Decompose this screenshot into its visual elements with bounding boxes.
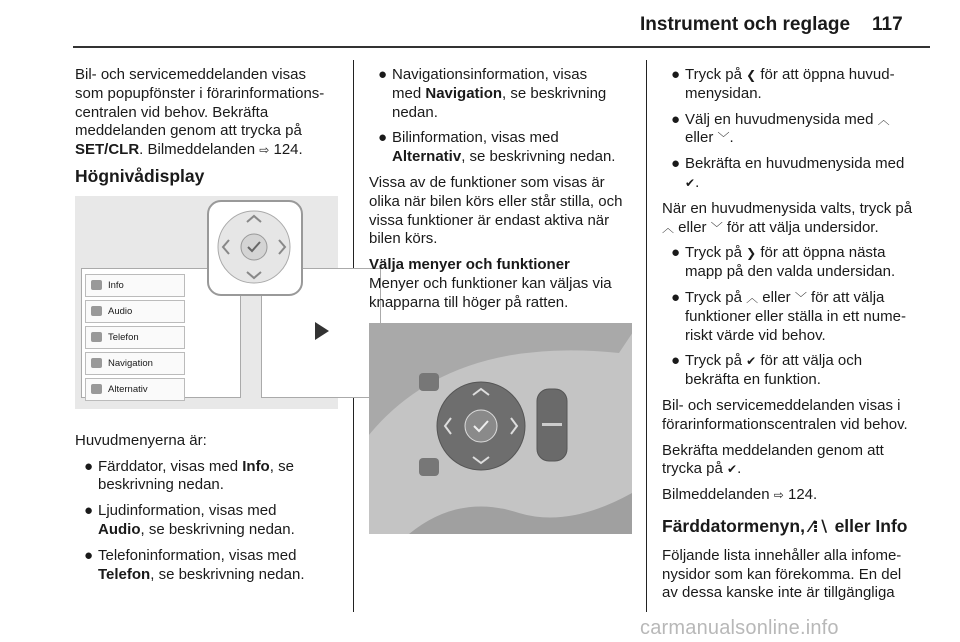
column-divider-2 [646,60,647,612]
chevron-right-icon: ❯ [746,246,757,261]
list-item: ● Tryck på ❮ för att öppna huvud- menysidan. [671,66,895,102]
display-figure [75,196,338,409]
paragraph: Bekräfta meddelanden genom att trycka på ✔. [662,441,884,478]
checkmark-icon: ✔ [746,354,757,369]
steering-wheel-figure [369,323,632,534]
paragraph: Menyer och funktioner kan väljas via knapparna till höger på ratten. [369,274,612,311]
paragraph: Bilmeddelanden ⇨ 124. [662,486,818,504]
subheading: Välja menyer och funktioner [369,256,570,274]
list-item: ● Tryck på ✔ för att välja och bekräfta en funktion. [671,352,863,389]
column-1 [75,66,347,591]
page-number: 117 [872,14,903,35]
page-title: Instrument och reglage [640,14,851,35]
list-item: ● Färddator, visas med Info, se beskrivning nedan. [84,457,294,494]
list-item: ● Telefoninformation, visas med Telefon, se beskrivning nedan. [84,546,305,583]
column-2 [369,66,639,534]
intro-paragraph: Bil- och servicemeddelanden visas som popupfönster i förarinformations- centralen vid behov. Bekräfta meddelanden genom att trycka på SET/CLR. Bilmeddelanden ⇨ 124. [75,66,325,159]
control-pad-icon [209,202,301,294]
column-3 [662,66,932,610]
display-menu-list [85,274,185,404]
chevron-left-icon: ❮ [746,68,757,82]
display-menu-item-audio: Audio [85,300,185,323]
heading-trip-computer: Färddatormenyn, ⁄⁝∖ eller Info [662,515,908,536]
list-item: ● Ljudinformation, visas med Audio, se beskrivning nedan. [84,502,295,538]
checkmark-icon: ✔ [727,462,738,477]
chevron-down-icon: ﹀ [794,290,807,305]
display-menu-item-info: Info [85,274,185,297]
paragraph: Bil- och servicemeddelanden visas i förarinformationscentralen vid behov. [662,396,908,433]
display-menu-item-alternativ: Alternativ [85,378,185,401]
header-divider [73,46,930,48]
menus-intro: Huvudmenyerna är: [75,431,207,449]
display-menu-item-telefon: Telefon [85,326,185,349]
chevron-down-icon: ﹀ [717,131,730,146]
paragraph: Vissa av de funktioner som visas är olika när bilen körs eller står stilla, och vissa funktioner är endast aktiva när bilen körs. [369,173,623,248]
list-item: ● Välj en huvudmenysida med ︿ eller ﹀. [671,110,890,147]
chevron-up-icon: ︿ [877,112,890,127]
chevron-up-icon: ︿ [746,290,759,305]
list-item: ● Tryck på ❯ för att öppna nästa mapp på den valda undersidan. [671,244,896,281]
watermark: carmanualsonline.info [640,617,839,639]
chevron-up-icon: ︿ [662,220,675,235]
display-menu-item-navigation: Navigation [85,352,185,375]
control-pad-inset [207,200,303,296]
list-item: ● Bilinformation, visas med Alternativ, se beskrivning nedan. [378,129,616,166]
checkmark-icon: ✔ [685,175,696,190]
right-arrow-icon [313,320,331,342]
paragraph: Följande lista innehåller alla infome- nysidor som kan förekomma. En del av dessa kanske inte är tillgängliga [662,546,902,602]
paragraph: När en huvudmenysida valts, tryck på ︿ eller ﹀ för att välja undersidor. [662,199,913,236]
heading-high-level-display: Högnivådisplay [75,165,205,186]
chevron-down-icon: ﹀ [710,220,723,235]
steering-wheel-controls-icon [369,323,632,534]
page-reference-icon: ⇨ [773,488,784,503]
trip-computer-icon: ⁄⁝∖ [809,516,830,536]
page-reference-icon: ⇨ [259,143,270,158]
list-item: ● Tryck på ︿ eller ﹀ för att välja funktioner eller ställa in ett nume- riskt värde vid behov. [671,288,906,344]
list-item: ● Navigationsinformation, visas med Navigation, se beskrivning nedan. [378,66,607,121]
list-item: ● Bekräfta en huvudmenysida med ✔. [671,155,905,191]
